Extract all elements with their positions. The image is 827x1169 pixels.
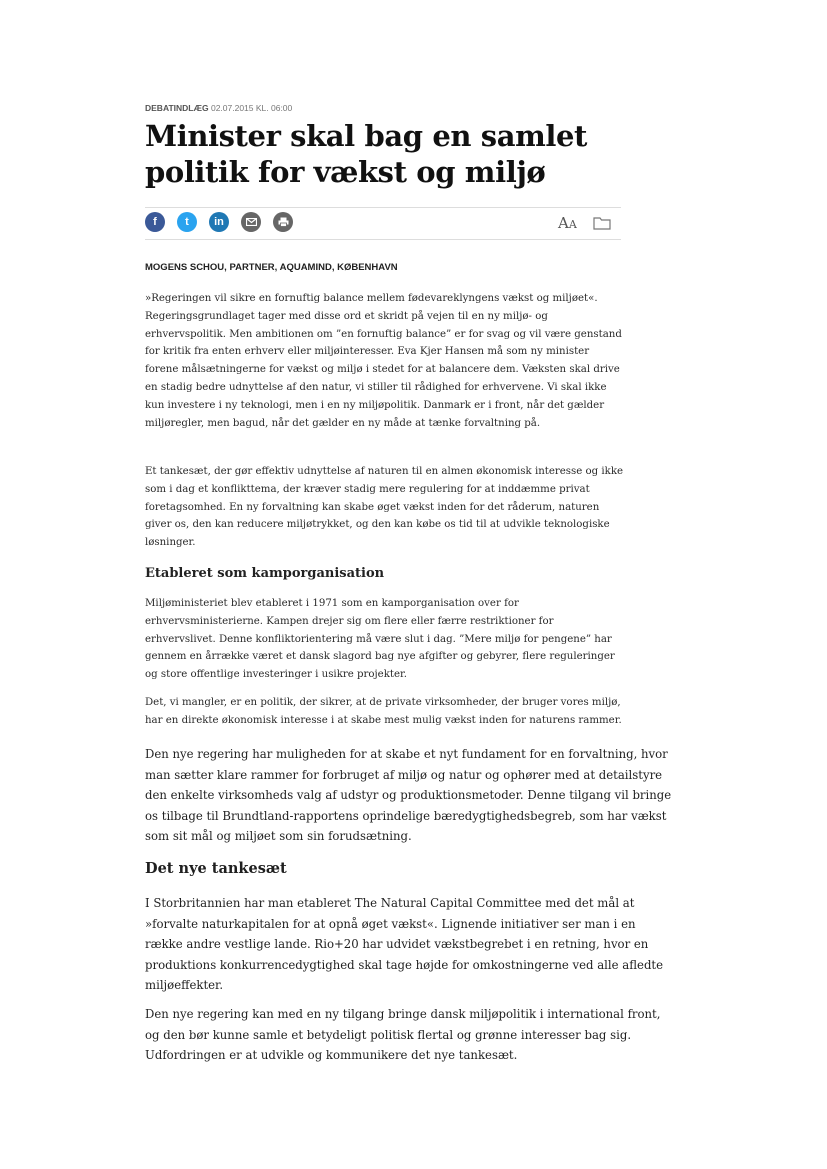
share-bar (145, 212, 293, 232)
body-paragraph: »Regeringen vil sikre en fornuftig balance mellem fødevareklyngens vækst og miljøet«. Regeringsgrundlaget tager med disse ord et skridt på vejen til en ny miljø- og erhvervspolitik. Men ambitionen om ”en fornuftig balance” er for svag og vil være genstand for kritik fra enten erhverv eller miljøinteresser. Eva Kjer Hansen må som ny minister forene målsætningerne for vækst og miljø i stedet for at balancere dem. Væksten skal drive en stadig bedre udnyttelse af den natur, vi stiller til rådighed for erhvervene. Vi skal ikke kun investere i ny teknologi, men i en ny miljøpolitik. Danmark er i front, når det gælder miljøregler, men bagud, når det gælder en ny måde at tænke forvaltning på. (145, 293, 622, 429)
body-paragraph: I Storbritannien har man etableret The Natural Capital Committee med det mål at »forvalte naturkapitalen for at opnå øget vækst«. Lignende initiativer ser man i en række andre vestlige lande. Rio+20 har udvidet vækstbegrebet i en retning, hvor en produktions konkurrencedygtighed skal tage højde for omkostningerne ved alle afledte miljøeffekter. (145, 896, 664, 992)
envelope-icon (246, 218, 257, 226)
twitter-icon: t (185, 216, 189, 228)
article-kind: DEBATINDLÆG (145, 103, 209, 113)
section-heading: Det nye tankesæt (145, 860, 287, 877)
article-date: 02.07.2015 KL. 06:00 (210, 103, 293, 113)
body-paragraph: Et tankesæt, der gør effektiv udnyttelse af naturen til en almen økonomisk interesse og ikke som i dag et konflikttema, der kræver stadig mere regulering for at inddæmme privat foretagsomhed. En ny forvaltning kan skabe øget vækst inden for det råderum, naturen giver os, den kan reducere miljøtrykket, og den kan købe os tid til at udvikle teknologiske løsninger. (145, 466, 624, 549)
article-tools (558, 214, 611, 232)
facebook-share-button[interactable] (145, 212, 165, 232)
font-size-big-label: A (558, 214, 569, 232)
article-meta (145, 103, 292, 113)
body-paragraph: Den nye regering har muligheden for at skabe et nyt fundament for en forvaltning, hvor man sætter klare rammer for forbruget af miljø og natur og ophører med at detailstyre den enkelte virksomheds valg af udstyr og produktionsmetoder. Denne tilgang vil bringe os tilbage til Brundtland-rapportens oprindelige bæredygtighedsbegreb, som har vækst som sit mål og miljøet som sin forudsætning. (145, 747, 672, 843)
facebook-icon: f (153, 216, 157, 228)
twitter-share-button[interactable] (177, 212, 197, 232)
email-share-button[interactable] (241, 212, 261, 232)
font-size-button[interactable] (558, 214, 577, 232)
linkedin-icon: in (214, 216, 224, 228)
body-paragraph: Miljøministeriet blev etableret i 1971 som en kamporganisation over for erhvervsministerierne. Kampen drejer sig om flere eller færre restriktioner for erhvervslivet. Denne konfliktorientering må være slut i dag. ”Mere miljø for pengene” har gennem en årrække været et dansk slagord bag nye afgifter og gebyrer, flere reguleringer og store offentlige investeringer i usikre projekter. (145, 598, 615, 681)
linkedin-share-button[interactable] (209, 212, 229, 232)
printer-icon (278, 217, 289, 227)
body-paragraph: Den nye regering kan med en ny tilgang bringe dansk miljøpolitik i international front, og den bør kunne samle et betydeligt politisk flertal og grønne interesser bag sig. Udfordringen er at udvikle og kommunikere det nye tankesæt. (145, 1007, 661, 1062)
body-paragraph: Det, vi mangler, er en politik, der sikrer, at de private virksomheder, der bruger vores miljø, har en direkte økonomisk interesse i at skabe mest mulig vækst inden for naturens rammer. (145, 697, 622, 726)
print-button[interactable] (273, 212, 293, 232)
article-author: MOGENS SCHOU, PARTNER, AQUAMIND, KØBENHAVN (145, 262, 398, 273)
section-heading: Etableret som kamporganisation (145, 566, 385, 581)
font-size-small-label: A (568, 218, 577, 231)
top-divider (145, 207, 621, 208)
toolbar-divider (145, 239, 621, 240)
article-title: Minister skal bag en samlet politik for vækst og miljø (145, 119, 588, 189)
folder-icon[interactable] (593, 216, 611, 230)
